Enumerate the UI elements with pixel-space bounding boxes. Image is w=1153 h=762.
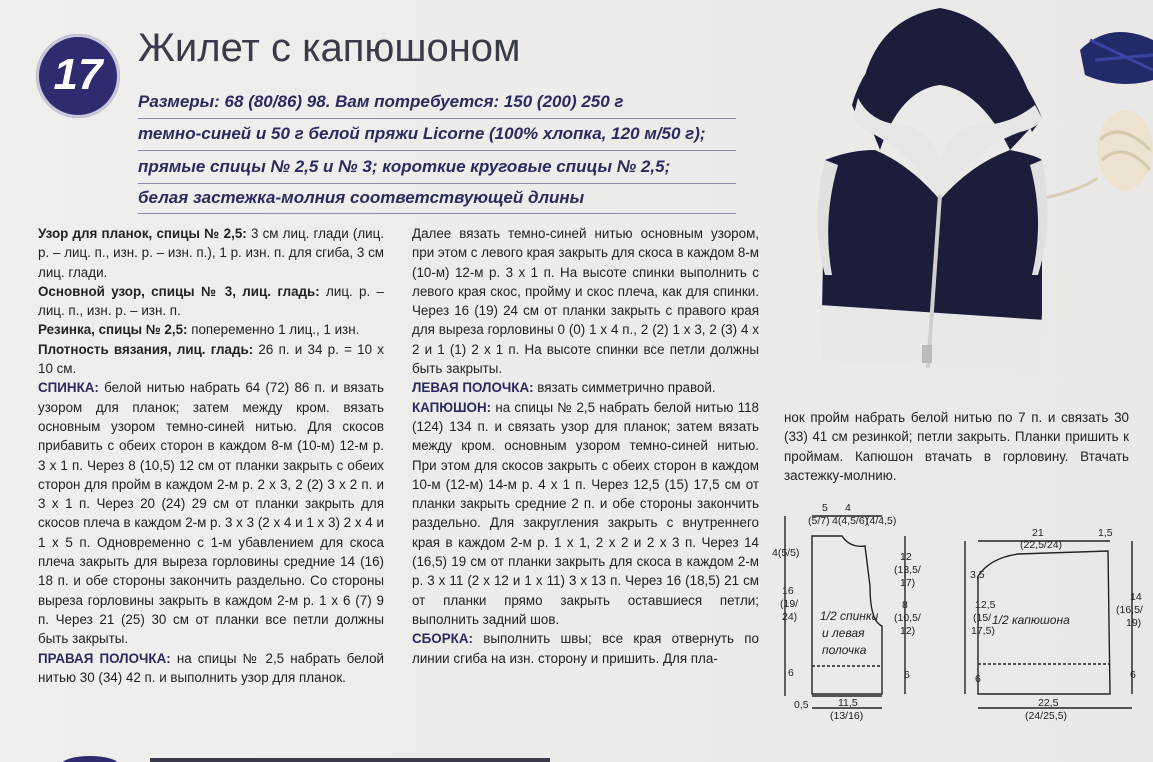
- svg-text:полочка: полочка: [822, 643, 867, 657]
- dim-label: (13/16): [830, 710, 864, 722]
- dim-label: 17,5): [971, 625, 995, 637]
- dim-label: 22,5: [1038, 697, 1059, 709]
- dim-label: 6: [904, 669, 910, 681]
- dim-label: 16: [782, 585, 794, 597]
- paragraph: ПРАВАЯ ПОЛОЧКА: на спицы № 2,5 набрать белой нитью 30 (34) 42 п. и выполнить узор для планок.: [38, 650, 385, 685]
- text-column-2: [412, 224, 759, 668]
- dim-label: 12: [900, 551, 912, 563]
- dim-label: 8: [902, 599, 908, 611]
- text-column-3: нок пройм набрать белой нитью по 7 п. и связать 30 (33) 41 см резинкой; петли закрыть. Планки пришить к проймам. Капюшон втачать в горловину. Втачать застежку-молнию.: [784, 410, 1129, 483]
- dim-label: 12,5: [975, 599, 996, 611]
- dim-label: (10,5/: [894, 612, 921, 624]
- dim-label: 21: [1032, 527, 1044, 539]
- dim-label: (5/7): [808, 515, 830, 527]
- paragraph: Плотность вязания, лиц. гладь: 26 п. и 34 р. = 10 х 10 см.: [38, 341, 384, 377]
- dim-label: 6: [1130, 669, 1136, 681]
- dim-label: 4(5/5): [772, 547, 800, 559]
- dim-label: (16,5/: [1116, 604, 1143, 616]
- dim-label: (13,5/: [894, 564, 921, 576]
- dim-label: 24): [782, 611, 798, 623]
- diagram-label: 1/2 капюшона: [992, 613, 1070, 627]
- paragraph: СБОРКА: выполнить швы; все края отвернуть по линии сгиба на изн. сторону и пришить. Для пла-: [412, 631, 759, 666]
- dim-label: 11,5: [838, 697, 858, 709]
- svg-text:и левая: и левая: [822, 626, 865, 640]
- dim-label: 0,5: [794, 699, 809, 711]
- dim-label: 5: [822, 502, 828, 514]
- dim-label: 12): [900, 625, 916, 637]
- text-column-1: [38, 224, 384, 687]
- dim-label: 17): [900, 577, 916, 589]
- dim-label: (19/: [780, 598, 799, 610]
- hood-diagram-labels: [970, 527, 1143, 722]
- paragraph: Узор для планок, спицы № 2,5: 3 см лиц. глади (лиц. р. – лиц. п., изн. р. – изн. п.), 1 р. изн. п. для сгиба, 3 см лиц. глади.: [38, 226, 385, 280]
- dim-label: 6: [788, 667, 794, 679]
- pattern-diagrams: [770, 496, 1153, 758]
- vest-photo: [780, 0, 1153, 400]
- paragraph: Далее вязать темно-синей нитью основным узором, при этом с левого края закрыть для скоса в каждом 8-м (10-м) 12-м р. 3 х 1 п. На высоте спинки выполнить с левого края скос, пройму и скос плеча, как для спинки. Через 16 (19) 24 см от планки закрыть с правого края для выреза горловины 0 (0) 1 х 4 п., 2 (2) 1 х 3, 2 (3) 4 х 2 и 1 (1) 2 х 1 п. На высоте спинки все петли должны быть закрыты.: [412, 226, 760, 377]
- dim-label: (24/25,5): [1025, 710, 1068, 722]
- dim-label: 1,5: [1098, 527, 1113, 539]
- pattern-number: 17: [53, 50, 103, 99]
- pattern-number-badge: [36, 34, 120, 118]
- paragraph: Резинка, спицы № 2,5: попеременно 1 лиц., 1 изн.: [38, 322, 360, 338]
- dim-label: 14: [1130, 591, 1142, 603]
- dim-label: 4(4,5/6): [832, 515, 869, 527]
- dim-label: (22,5/24): [1020, 539, 1063, 551]
- spec-line-4: белая застежка-молния соответствующей длины: [138, 188, 585, 207]
- paragraph: КАПЮШОН: на спицы № 2,5 набрать белой нитью 118 (124) 134 п. и связать узор для планок; затем вязать между кром. основным узором темно-синей нитью. При этом для скосов закрыть с обеих сторон в каждом 10-м (12-м) 14-м р. 4 х 1 п. Через 12,5 (15) 17,5 см от планки закрыть средние 2 п. и обе стороны закончить раздельно. Для закругления закрыть с внутреннего края в каждом 2-м р. 1 х 1, 2 х 2 и 2 х 3 п. Через 14 (16,5) 19 см от планки закрыть для скоса в каждом 2-м р. 3 х 11 (2 х 12 и 1 х 11) 3 х 13 п. Через 16 (18,5) 21 см от планки прямо закрыть оставшиеся петли; выполнить задний шов.: [412, 399, 759, 627]
- spec-line-3: прямые спицы № 2,5 и № 3; короткие круговые спицы № 2,5;: [138, 157, 671, 176]
- spec-line-2: темно-синей и 50 г белой пряжи Licorne (100% хлопка, 120 м/50 г);: [138, 124, 706, 143]
- dim-label: 19): [1126, 617, 1142, 629]
- dim-label: 6: [975, 673, 981, 685]
- dim-label: 3,5: [970, 569, 985, 581]
- paragraph: ЛЕВАЯ ПОЛОЧКА: вязать симметрично правой.: [412, 380, 716, 396]
- dim-label: (15/: [973, 612, 992, 624]
- vest-diagram-labels: [772, 502, 921, 722]
- spec-line-1: Размеры: 68 (80/86) 98. Вам потребуется: 150 (200) 250 г: [138, 92, 624, 111]
- paragraph: СПИНКА: белой нитью набрать 64 (72) 86 п. и вязать узором для планок; затем между кром. вязать основным узором темно-синей нитью. Для скосов прибавить с обеих сторон в каждом 8-м (10-м) 12-м р. 3 х 1 п. Через 8 (10,5) 12 см от планки закрыть с обеих сторон для пройм в каждом 2-м р. 2 х 3, 2 (2) 3 х 2 п. и 3 х 1 п. Через 20 (24) 29 см от планки закрыть для скосов плеча в каждом 2-м р. 3 х 3 (2 х 4 и 1 х 3) 2 х 4 и 1 х 5 п. Одновременно с 1-м убавлением для скоса плеча закрыть для выреза горловины средние 14 (16) 18 п. и обе стороны закончить раздельно. Со стороны выреза горловины закрыть в каждом 2-м р. 1 х 6 (7) 9 п. Через 21 (25) 30 см от планки все петли должны быть закрыты.: [38, 380, 384, 647]
- page-bottom-fragment: [60, 752, 760, 762]
- dim-label: 4: [845, 502, 851, 514]
- diagram-label: 1/2 спинки: [820, 609, 879, 623]
- page-title: Жилет с капюшоном: [138, 26, 521, 70]
- dim-label: (4/4,5): [866, 515, 897, 527]
- paragraph: Основной узор, спицы № 3, лиц. гладь: лиц. р. – лиц. п., изн. р. – изн. п.: [38, 283, 384, 319]
